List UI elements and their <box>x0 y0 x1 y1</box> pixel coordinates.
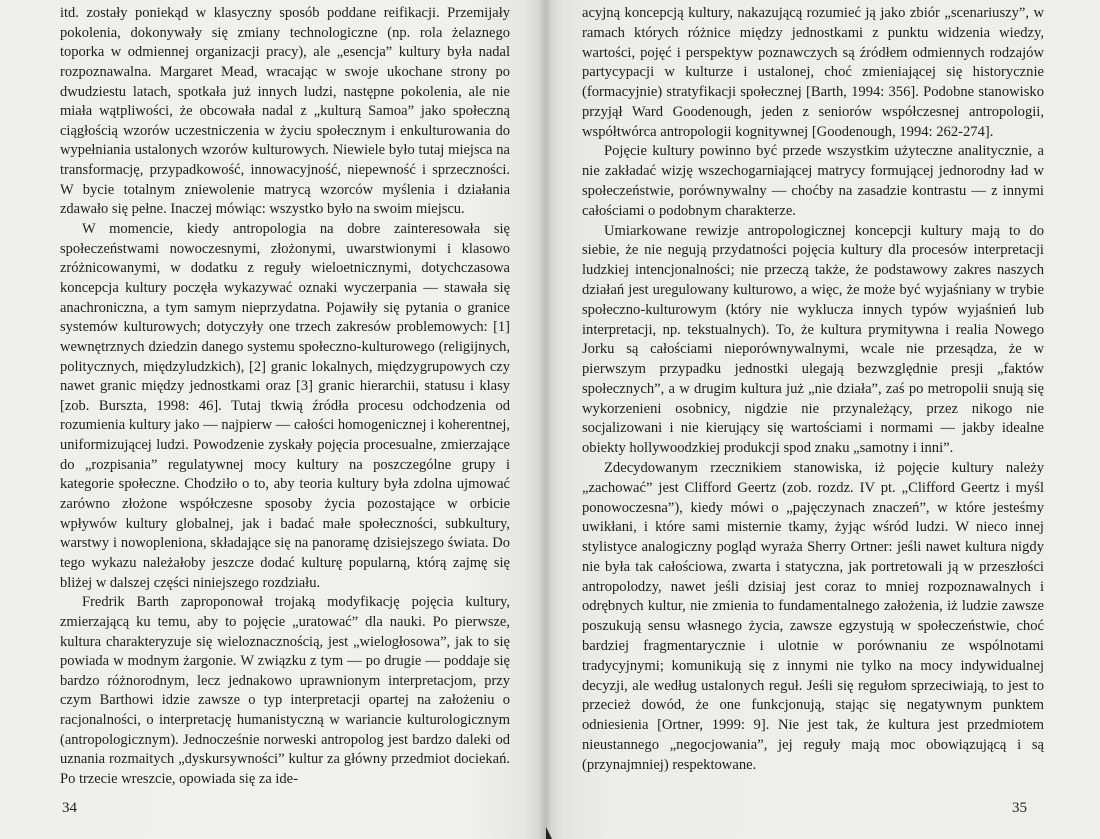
paragraph: Umiarkowane rewizje antropologicznej koncepcji kultury mają to do siebie, że nie negują przydatności pojęcia kultury dla procesów interpretacji ludzkiej intencjonalności; nie przeczą także, że podstawowy zakres naszych działań jest uregulowany kulturowo, a więc, że może być wyjaśniany w trybie społeczno-kulturowym (który nie wyklucza innych typów wyjaśnień lub interpretacji, np. tekstualnych). To, że kultura prymitywna i realia Nowego Jorku są całościami nieporównywalnymi, wcale nie przesądza, że w pierwszym przypadku jednostki ulegają bezwzględnie presji „faktów społecznych”, a w drugim kultura już „nie działa”, zaś po metropolii snują się wykorzenieni osobnicy, nigdzie nie przynależący, przez nikogo nie socjalizowani i nie kierujący się wartościami i normami — jakby idealne obiekty hollywoodzkiej produkcji spod znaku „samotny i inni”. <box>582 222 1044 457</box>
left-page <box>0 0 546 839</box>
page-number-left: 34 <box>62 800 77 816</box>
paragraph: acyjną koncepcją kultury, nakazującą rozumieć ją jako zbiór „scenariuszy”, w ramach których różnice między jednostkami z punktu widzenia wiedzy, wartości, pojęć i perspektyw poznawczych są źródłem odmiennych rodzajów partycypacji w kulturze i ustalonej, choć zmieniającej się historycznie (formacyjnie) stratyfikacji społecznej [Barth, 1994: 356]. Podobne stanowisko przyjął Ward Goodenough, jeden z seniorów współczesnej antropologii, współtwórca antropologii kognitywnej [Goodenough, 1994: 262-274]. <box>582 5 1044 140</box>
right-page <box>546 0 1100 839</box>
paragraph: W momencie, kiedy antropologia na dobre zainteresowała się społeczeństwami nowoczesnymi, złożonymi, uwarstwionymi i klasowo zróżnicowanymi, w dodatku z reguły wieloetnicznymi, dotychczasowa koncepcja kultury poczęła wykazywać oznaki wyczerpania — stawała się anachroniczna, a tym samym nieprzydatna. Pojawiły się pytania o granice systemów kulturowych; dotyczyły one trzech zakresów problemowych: [1] wewnętrznych dziedzin danego systemu społeczno-kulturowego (religijnych, politycznych, międzyludzkich), [2] granic lokalnych, międzygrupowych czy nawet granic między jednostkami oraz [3] granic hierarchii, statusu i klasy [zob. Burszta, 1998: 46]. Tutaj tkwią źródła procesu odchodzenia od rozumienia kultury jako — najpierw — całości homogenicznej i koherentnej, uniformizującej ludzi. Powodzenie zyskały pojęcia procesualne, zmierzające do „rozpisania” regulatywnej mocy kultury na poszczególne grupy i kategorie społeczne. Chodziło o to, aby teoria kultury była zdolna ujmować zarówno złożone współczesne sposoby życia pozostające w orbicie wpływów kultury globalnej, jak i badać małe społeczności, subkultury, warstwy i nowopleniona, składające się na panoramę dzisiejszego świata. Do tego wykazu należałoby jeszcze dodać kulturę popularną, którą zajmę się bliżej w dalszej części niniejszego rozdziału. <box>60 221 510 591</box>
left-page-text <box>60 4 510 790</box>
paragraph: itd. zostały poniekąd w klasyczny sposób poddane reifikacji. Przemijały pokolenia, dokonywały się zmiany technologiczne (np. rola żelaznego toporka w odmiennej organizacji pracy), ale „esencja” kultury była nadal rozpoznawalna. Margaret Mead, wracając w swoje ukochane strony po dwudziestu latach, spotkała już innych ludzi, następne pokolenia, ale nie miała wątpliwości, że obcowała nadal z „kulturą Samoa” jako społeczną ciągłością wzorów uczestniczenia w życiu społecznym i enkulturowania do wypełniania ustalonych wzorów kulturowych. Niewiele było tutaj miejsca na transformację, przypadkowość, innowacyjność, niepewność i sprzeczności. W bycie totalnym zniewolenie matrycą wzorców myślenia i działania zdawało się pełne. Inaczej mówiąc: wszystko było na swoim miejscu. <box>60 5 510 218</box>
book-gutter-shadow <box>538 0 552 839</box>
right-page-text <box>582 4 1044 775</box>
page-number-right: 35 <box>1012 800 1027 816</box>
paragraph: Pojęcie kultury powinno być przede wszystkim użyteczne analitycznie, a nie zakładać wizję wszechogarniającej matrycy formującej jednorodny ład w społeczeństwie, porównywalny — choćby na zasadzie kontrastu — z innymi całościami o podobnym charakterze. <box>582 143 1044 219</box>
paragraph: Fredrik Barth zaproponował trojaką modyfikację pojęcia kultury, zmierzającą ku temu, aby to pojęcie „uratować” dla nauki. Po pierwsze, kultura charakteryzuje się wieloznacznością, jest „wielogłosowa”, jak to się powiada w modnym żargonie. W związku z tym — po drugie — poddaje się bardzo różnorodnym, lecz jednakowo uprawnionym interpretacjom, przy czym Barthowi idzie zawsze o typ interpretacji opartej na założeniu o racjonalności, o interpretację humanistyczną w wariancie kulturologicznym (antropologicznym). Jednocześnie norweski antropolog jest bardzo daleki od uznania rozmaitych „dyskursywności” kultur za główny przedmiot dociekań. Po trzecie wreszcie, opowiada się za ide- <box>60 594 510 787</box>
paragraph: Zdecydowanym rzecznikiem stanowiska, iż pojęcie kultury należy „zachować” jest Clifford Geertz (zob. rozdz. IV pt. „Clifford Geertz i myśl ponowoczesna”), kiedy mówi o „pajęczynach znaczeń”, w które jesteśmy uwikłani, i które sami misternie tkamy, żyjąc wśród ludzi. W nieco innej stylistyce analogiczny pogląd wyraża Sherry Ortner: jeśli nawet kultura nigdy nie była tak całościowa, zwarta i statyczna, jak portretowali ją w przeszłości antropolodzy, nawet jeśli dzisiaj jest coraz to mniej rozpoznawalnych i odrębnych kultur, nie zmienia to fundamentalnego założenia, iż ludzie zawsze poszukują sensu własnego życia, zawsze egzystują w społeczeństwie, choć bardziej fragmentarycznie i ulotnie w porównaniu ze wspólnotami tradycyjnymi; komunikują się z innymi nie tylko na mocy indywidualnej decyzji, ale według ustalonych reguł. Jeśli się regułom sprzeciwiają, to jest to przecież dowód, że one funkcjonują, stając się negatywnym punktem odniesienia [Ortner, 1999: 9]. Nie jest tak, że kultura jest przedmiotem nieustannego „negocjowania”, jej reguły mają moc obowiązującą i są (przynajmniej) respektowane. <box>582 459 1044 773</box>
